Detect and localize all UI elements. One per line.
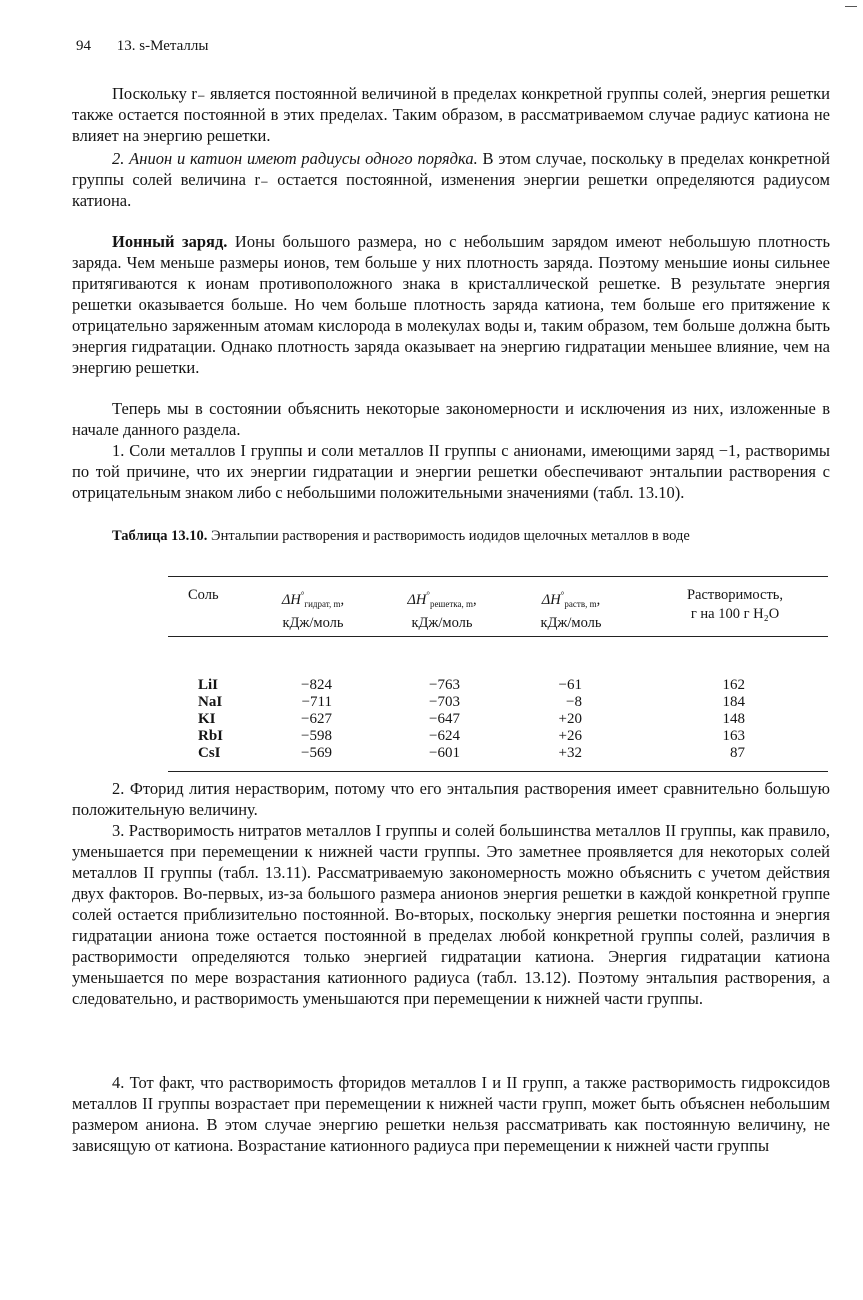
table-row-salt: RbI (198, 728, 224, 744)
paragraph-2-label: 2. Анион и катион имеют радиусы одного порядка. (112, 149, 478, 168)
th-solubility-label: Растворимость, (686, 587, 784, 603)
paragraph-2-text: В этом случае, поскольку в пределах конкретной группы солей величина r₋ остается постоянной, изменения энергии решетки определяются радиусом катиона. (72, 149, 830, 210)
table-cell-solubility: 148 (722, 711, 745, 727)
paragraph-1 (72, 83, 830, 146)
table-row-salt: CsI (198, 745, 221, 761)
th-lattice (382, 586, 502, 633)
corner-mark (845, 6, 857, 7)
paragraph-6-text: 2. Фторид лития нерастворим, потому что его энтальпия растворения имеет сравнительно большую положительную величину. (72, 779, 830, 819)
table-cell-hydration: −711 (301, 694, 332, 710)
table-cell-lattice: −703 (429, 694, 460, 710)
table-caption-text: Энтальпии растворения и растворимость иодидов щелочных металлов в воде (207, 528, 690, 544)
th-lattice-comma: , (473, 592, 477, 608)
th-lattice-unit: кДж/моль (411, 615, 473, 631)
table-row-salt: KI (198, 711, 216, 727)
table-top-rule (168, 576, 828, 577)
table-cell-solubility: 184 (722, 694, 745, 710)
th-dissolution (516, 586, 626, 633)
paragraph-4-text: Теперь мы в состоянии объяснить некоторые закономерности и исключения из них, изложенные в начале данного раздела. (72, 399, 830, 439)
th-lattice-degree: ° (426, 590, 430, 600)
table-cell-solubility: 162 (722, 677, 745, 693)
paragraph-7 (72, 820, 830, 1009)
th-dissolution-subscript: раств, m (564, 599, 597, 609)
table-cell-lattice: −647 (429, 711, 460, 727)
table-header-rule (168, 636, 828, 637)
col-dissolution (530, 677, 582, 762)
table-bottom-rule (168, 771, 828, 772)
th-lattice-subscript: решетка, m (429, 599, 474, 609)
paragraph-6 (72, 778, 830, 820)
th-lattice-symbol: ΔH (407, 592, 427, 608)
col-solubility (700, 677, 745, 762)
table-cell-dissolution: −8 (566, 694, 582, 710)
th-hydration-comma: , (340, 592, 345, 608)
paragraph-7-text: 3. Растворимость нитратов металлов I группы и солей большинства металлов II группы, как правило, уменьшается при перемещении к нижней части группы. Это заметнее проявляется для некоторых солей металлов II группы (табл. 13.11). Рассматриваемую закономерность можно объяснить с учетом действия двух факторов. Во-первых, из-за большого размера анионов энергия решетки в каждой конкретной группе солей остается приблизительно постоянной. Во-вторых, поскольку энергия решетки постоянна и энергия гидратации аниона тоже остается постоянной в пределах любой конкретной группы солей, различия в растворимости определяются только энергией гидратации катиона. Энергия гидратации катиона уменьшается по мере возрастания катионного радиуса (табл. 13.12). Поэтому энтальпия растворения, а следовательно, и растворимость уменьшаются при перемещении к нижней части группы. (72, 821, 830, 1008)
th-solubility-unit: г на 100 г H₂O (690, 606, 780, 622)
th-salt: Соль (188, 587, 219, 603)
th-hydration-symbol: ΔH (281, 592, 301, 608)
col-hydration (270, 677, 332, 762)
paragraph-4 (72, 398, 830, 440)
col-salt (198, 677, 238, 762)
table-cell-lattice: −763 (429, 677, 460, 693)
th-hydration (258, 586, 368, 633)
table-cell-hydration: −627 (301, 711, 332, 727)
table-cell-lattice: −601 (429, 745, 460, 761)
paragraph-5-text: 1. Соли металлов I группы и соли металлов II группы с анионами, имеющими заряд −1, растворимы по той причине, что их энергии гидратации и энергии решетки обеспечивают энтальпии растворения с отрицательным знаком либо с небольшими положительными значениями (табл. 13.10). (72, 441, 830, 502)
table-caption (112, 528, 828, 545)
table-cell-solubility: 163 (722, 728, 745, 744)
running-header (76, 38, 208, 55)
th-solubility (660, 586, 810, 624)
table-cell-dissolution: +32 (558, 745, 582, 761)
col-lattice (398, 677, 460, 762)
page-number: 94 (76, 38, 91, 54)
table-cell-dissolution: +26 (558, 728, 582, 744)
table-cell-lattice: −624 (429, 728, 460, 744)
paragraph-8-text: 4. Тот факт, что растворимость фторидов металлов I и II групп, а также растворимость гидроксидов металлов II группы возрастает при перемещении к нижней части групп, может быть объяснен небольшим размером аниона. В этом случае энергию решетки нельзя рассматривать как постоянную величину, не зависящую от катиона. Возрастание катионного радиуса при перемещении к нижней части группы (72, 1073, 830, 1155)
paragraph-3 (72, 231, 830, 378)
paragraph-3-label: Ионный заряд. (112, 232, 228, 251)
table-cell-hydration: −824 (301, 677, 332, 693)
table-cell-dissolution: −61 (558, 677, 582, 693)
table-cell-dissolution: +20 (558, 711, 582, 727)
paragraph-3-text: Ионы большого размера, но с небольшим зарядом имеют небольшую плотность заряда. Чем меньше размеры ионов, тем больше у них плотность заряда. Поэтому меньшие ионы сильнее притягиваются к ионам противоположного знака в кристаллической решетке. В результате энергия решетки оказывается больше. Но чем больше плотность заряда катиона, тем больше его притяжение к отрицательно заряженным атомам кислорода в молекулах воды и, таким образом, тем больше должна быть энергия гидратации. Однако плотность заряда оказывает на энергию гидратации меньшее влияние, чем на энергию решетки. (72, 232, 830, 377)
table-row-salt: NaI (198, 694, 223, 710)
th-dissolution-symbol: ΔH (541, 592, 561, 608)
paragraph-5 (72, 440, 830, 503)
table-cell-solubility: 87 (730, 745, 745, 761)
paragraph-8 (72, 1072, 830, 1156)
table-caption-label: Таблица 13.10. (112, 528, 208, 544)
paragraph-2 (72, 148, 830, 211)
table-row-salt: LiI (198, 677, 219, 693)
th-hydration-degree: ° (300, 590, 305, 600)
table-cell-hydration: −598 (301, 728, 332, 744)
th-hydration-subscript: гидрат, m (304, 599, 341, 609)
th-dissolution-degree: ° (560, 590, 565, 600)
table-cell-hydration: −569 (301, 745, 332, 761)
th-dissolution-comma: , (596, 592, 601, 608)
th-dissolution-unit: кДж/моль (540, 615, 602, 631)
chapter-title: 13. s-Металлы (116, 38, 209, 54)
paragraph-1-text: Поскольку r₋ является постоянной величиной в пределах конкретной группы солей, энергия решетки также остается постоянной в этих пределах. Таким образом, в рассматриваемом случае радиус катиона не влияет на энергию решетки. (72, 84, 830, 145)
th-hydration-unit: кДж/моль (282, 615, 344, 631)
